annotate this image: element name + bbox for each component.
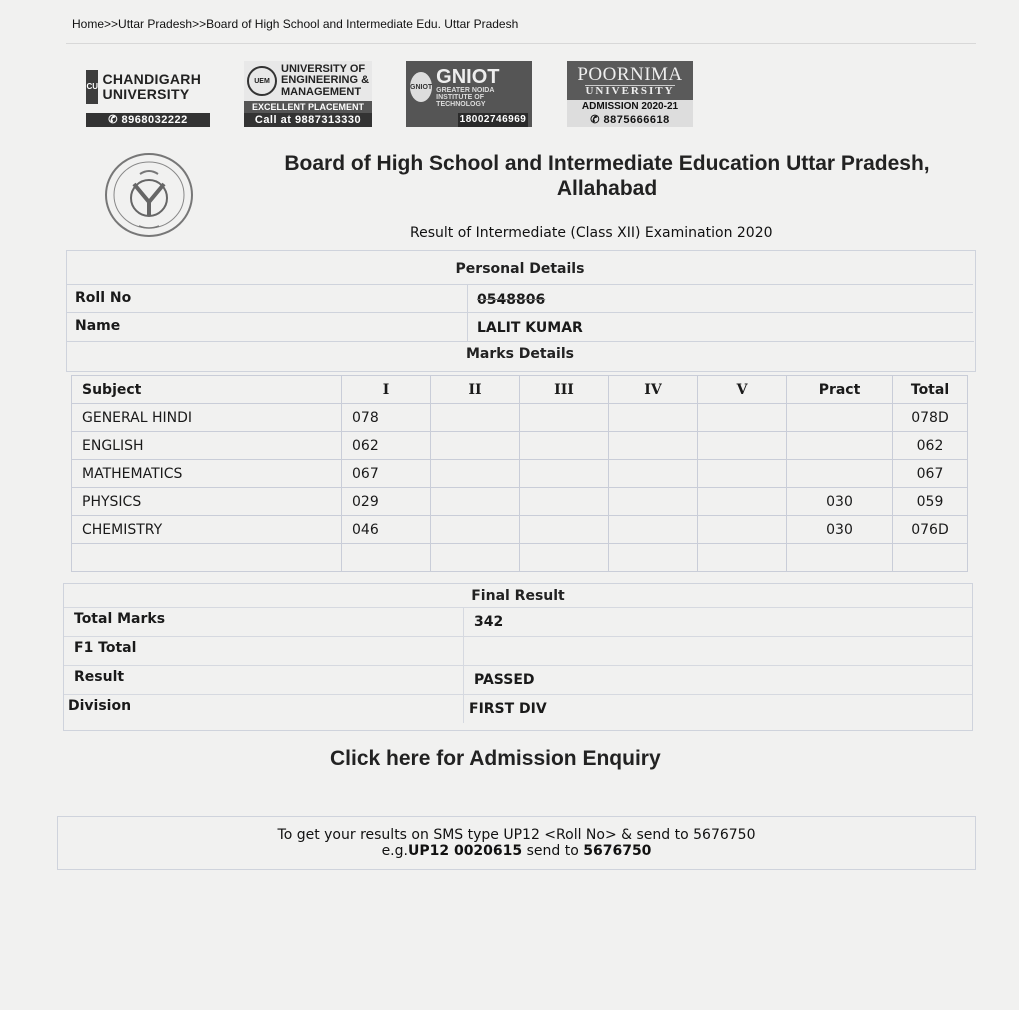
paper-iii-cell: [520, 404, 609, 432]
row-divider: [463, 666, 464, 694]
total-cell: 067: [893, 460, 968, 488]
paper-iii-cell: [520, 488, 609, 516]
row-divider: [463, 695, 464, 723]
column-header-iv: IV: [609, 376, 698, 404]
total-marks-label: Total Marks: [74, 611, 166, 627]
paper-v-cell: [698, 432, 787, 460]
row-divider: [463, 637, 464, 665]
paper-iv-cell: [609, 516, 698, 544]
admission-enquiry-link[interactable]: Click here for Admission Enquiry: [330, 747, 661, 770]
roll-no-value: 0548806: [477, 292, 546, 308]
marks-header-row: [72, 376, 968, 404]
subject-cell: ENGLISH: [72, 432, 342, 460]
ad-name-2: UNIVERSITY: [585, 84, 675, 97]
personal-details-heading: Personal Details: [455, 261, 585, 277]
subject-cell: GENERAL HINDI: [72, 404, 342, 432]
final-result-box: [63, 583, 973, 731]
subject-cell: PHYSICS: [72, 488, 342, 516]
table-row: [72, 460, 968, 488]
divider: [66, 341, 974, 342]
row-divider: [463, 608, 464, 636]
result-value: PASSED: [474, 672, 535, 688]
ad-tag: ADMISSION 2020-21: [567, 100, 693, 113]
empty-cell: [893, 544, 968, 572]
subject-cell: MATHEMATICS: [72, 460, 342, 488]
paper-iv-cell: [609, 404, 698, 432]
paper-ii-cell: [431, 432, 520, 460]
breadcrumb-home-link[interactable]: Home: [72, 17, 105, 31]
ad-uem[interactable]: [244, 61, 372, 127]
paper-ii-cell: [431, 488, 520, 516]
paper-i-cell: 067: [342, 460, 431, 488]
paper-ii-cell: [431, 516, 520, 544]
table-row: [72, 516, 968, 544]
f1-total-label: F1 Total: [74, 640, 137, 656]
ad-phone: Call at 9887313330: [244, 113, 372, 127]
marks-details-heading: Marks Details: [466, 346, 574, 362]
sms-example: e.g.UP12 0020615 send to 5676750: [381, 843, 652, 859]
paper-i-cell: 046: [342, 516, 431, 544]
name-row: [67, 312, 973, 341]
roll-no-row: [67, 284, 973, 313]
total-cell: 078D: [893, 404, 968, 432]
exam-title: Result of Intermediate (Class XII) Examination 2020: [410, 225, 773, 241]
ad-tag: EXCELLENT PLACEMENT: [244, 101, 372, 113]
breadcrumb: [72, 17, 518, 31]
paper-v-cell: [698, 460, 787, 488]
division-label: Division: [68, 698, 132, 714]
paper-iv-cell: [609, 488, 698, 516]
total-marks-row: [64, 607, 972, 636]
paper-ii-cell: [431, 460, 520, 488]
sms-info-box: [57, 816, 976, 870]
paper-i-cell: 062: [342, 432, 431, 460]
row-divider: [467, 313, 468, 341]
column-header-total: Total: [893, 376, 968, 404]
up-government-seal-icon: [104, 152, 194, 238]
empty-cell: [787, 544, 893, 572]
column-header-v: V: [698, 376, 787, 404]
breadcrumb-state-link[interactable]: Uttar Pradesh: [118, 17, 193, 31]
pract-cell: [787, 404, 893, 432]
roll-no-label: Roll No: [75, 290, 132, 306]
breadcrumb-divider: [66, 43, 976, 44]
pract-cell: [787, 432, 893, 460]
result-row: [64, 665, 972, 694]
paper-ii-cell: [431, 404, 520, 432]
paper-iv-cell: [609, 432, 698, 460]
ad-name: POORNIMA: [577, 63, 683, 85]
table-row: [72, 488, 968, 516]
column-header-ii: II: [431, 376, 520, 404]
paper-i-cell: 029: [342, 488, 431, 516]
column-header-i: I: [342, 376, 431, 404]
paper-iii-cell: [520, 460, 609, 488]
empty-cell: [698, 544, 787, 572]
uem-logo-icon: UEM: [247, 66, 277, 96]
ad-name: GNIOT GREATER NOIDA INSTITUTE OF TECHNOLOGY: [436, 65, 500, 108]
paper-iii-cell: [520, 432, 609, 460]
pract-cell: 030: [787, 488, 893, 516]
column-header-subject: Subject: [72, 376, 342, 404]
breadcrumb-separator: >>: [192, 17, 207, 31]
marks-table: [71, 375, 968, 572]
paper-v-cell: [698, 516, 787, 544]
breadcrumb-board-link[interactable]: Board of High School and Intermediate Edu. Uttar Pradesh: [206, 17, 519, 31]
paper-i-cell: 078: [342, 404, 431, 432]
column-header-pract: Pract: [787, 376, 893, 404]
pract-cell: 030: [787, 516, 893, 544]
gniot-logo-icon: GNIOT: [410, 72, 432, 102]
name-value: LALIT KUMAR: [477, 320, 583, 336]
row-divider: [467, 285, 468, 313]
paper-iv-cell: [609, 460, 698, 488]
ad-name: CHANDIGARH UNIVERSITY: [102, 71, 202, 102]
result-label: Result: [74, 669, 125, 685]
breadcrumb-separator: >>: [104, 17, 119, 31]
empty-cell: [520, 544, 609, 572]
total-cell: 076D: [893, 516, 968, 544]
paper-iii-cell: [520, 516, 609, 544]
ad-phone: ✆ 8968032222: [86, 113, 210, 127]
empty-cell: [431, 544, 520, 572]
empty-cell: [342, 544, 431, 572]
paper-v-cell: [698, 404, 787, 432]
table-row: [72, 404, 968, 432]
total-cell: 059: [893, 488, 968, 516]
ad-gniot[interactable]: [406, 61, 532, 127]
sms-instruction: To get your results on SMS type UP12 <Roll No> & send to 5676750: [277, 827, 756, 843]
division-row: [64, 694, 972, 723]
board-title: Board of High School and Intermediate Education Uttar Pradesh, Allahabad: [284, 152, 930, 200]
ad-poornima-university[interactable]: [567, 61, 693, 127]
column-header-iii: III: [520, 376, 609, 404]
table-row: [72, 432, 968, 460]
pract-cell: [787, 460, 893, 488]
empty-cell: [72, 544, 342, 572]
table-row-empty: [72, 544, 968, 572]
cu-logo-icon: CU: [86, 70, 98, 104]
ad-name: UNIVERSITY OF ENGINEERING & MANAGEMENT: [281, 62, 370, 98]
paper-v-cell: [698, 488, 787, 516]
final-result-heading: Final Result: [471, 588, 565, 604]
division-value: FIRST DIV: [469, 701, 547, 717]
subject-cell: CHEMISTRY: [72, 516, 342, 544]
f1-total-row: [64, 636, 972, 665]
total-cell: 062: [893, 432, 968, 460]
ad-chandigarh-university[interactable]: [86, 61, 210, 127]
total-marks-value: 342: [474, 614, 504, 630]
name-label: Name: [75, 318, 121, 334]
empty-cell: [609, 544, 698, 572]
ad-phone: ✆ 8875666618: [567, 113, 693, 127]
ad-phone: 18002746969: [459, 114, 527, 125]
